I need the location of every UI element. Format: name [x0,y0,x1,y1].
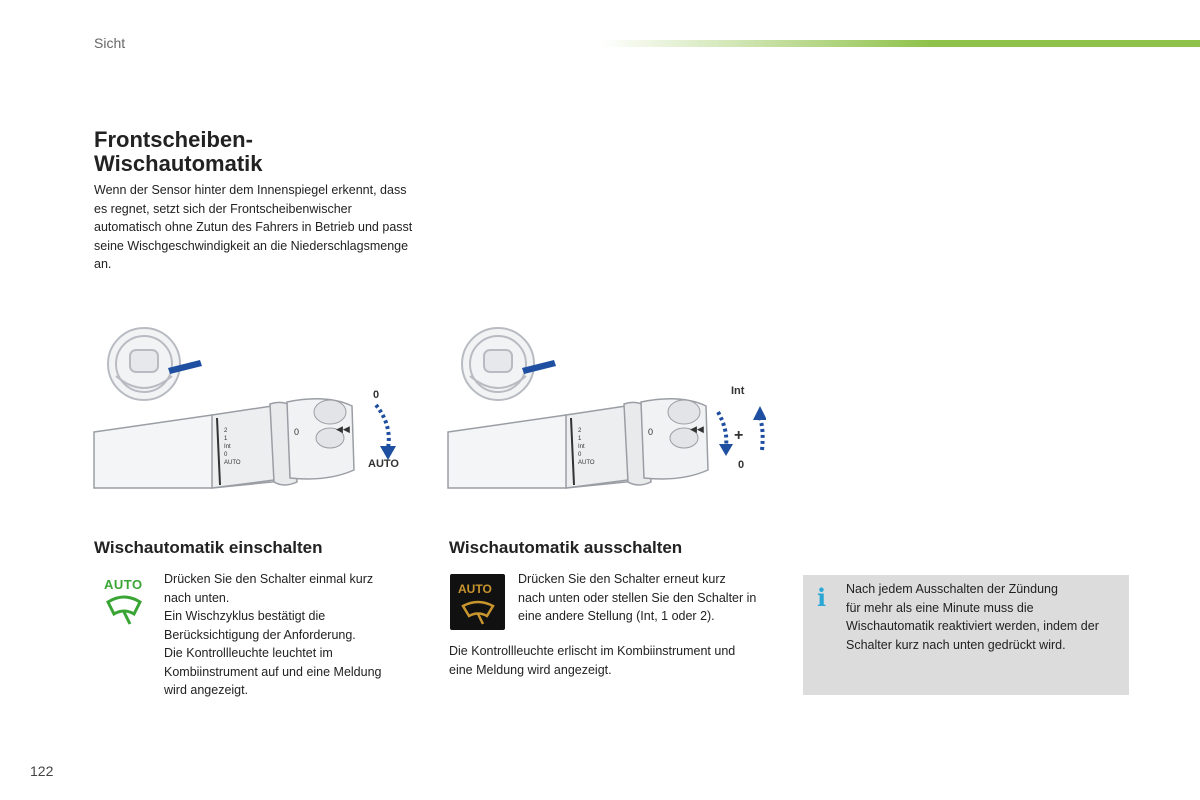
svg-text:2: 2 [578,428,582,434]
info-icon: i [817,583,827,612]
info-box [803,575,1129,695]
auto-wiper-on-icon: AUTO [104,577,144,627]
arrow-down-icon [719,444,733,456]
svg-text:◀◀: ◀◀ [336,424,350,434]
position-label-top: Int [731,385,745,397]
section-label: Sicht [94,35,126,51]
page-number: 122 [30,763,54,779]
intro-paragraph: Wenn der Sensor hinter dem Innenspiegel erkennt, dass es regnet, setzt sich der Frontscheibenwischer automatisch ohne Zutun des Fahrers in Betrieb und passt seine Wischgeschwindigkeit an die Niederschlagsmenge an. [94,183,413,271]
position-label-bottom: AUTO [368,458,399,470]
auto-wiper-off-icon: AUTO [450,574,505,630]
stalk-figure-enable [92,320,412,495]
wiper-stalk-illustration [92,320,412,495]
svg-text:1: 1 [578,436,582,442]
header-accent-bar [600,40,1200,47]
page-title-line-1: Frontscheiben- [94,127,253,152]
svg-text:◀◀: ◀◀ [690,424,704,434]
wiper-stalk-illustration [446,320,766,495]
position-label-top: 0 [373,389,380,401]
info-text: Nach jedem Ausschalten der Zündung für mehr als eine Minute muss die Wischautomatik reaktiviert werden, indem der Schalter kurz nach unten gedrückt wird. [846,582,1099,652]
disable-note: Die Kontrollleuchte erlischt im Kombiinstrument und eine Meldung wird angezeigt. [449,644,736,677]
svg-text:Int: Int [224,444,231,450]
svg-text:AUTO: AUTO [224,460,241,466]
svg-text:2: 2 [224,428,228,434]
position-label-bottom: 0 [738,459,745,471]
heading-disable: Wischautomatik ausschalten [449,538,683,557]
page-title-line-2: Wischautomatik [94,151,263,176]
steering-wheel-icon [462,328,534,400]
svg-text:Int: Int [578,444,585,450]
disable-instructions: Drücken Sie den Schalter erneut kurz nach unten oder stellen Sie den Schalter in eine andere Stellung (Int, 1 oder 2). [518,572,757,623]
arrow-up-icon [753,406,766,420]
plus-sign: + [734,427,744,444]
page-title [94,128,414,176]
svg-text:0: 0 [294,427,300,437]
svg-text:0: 0 [648,427,654,437]
svg-text:AUTO: AUTO [578,460,595,466]
stalk-figure-disable [446,320,766,495]
heading-enable: Wischautomatik einschalten [94,538,323,557]
steering-wheel-icon [108,328,180,400]
svg-text:1: 1 [224,436,228,442]
svg-text:0: 0 [224,452,228,458]
enable-instructions: Drücken Sie den Schalter einmal kurz nach unten. Ein Wischzyklus bestätigt die Berücksichtigung der Anforderung. Die Kontrollleuchte leuchtet im Kombiinstrument auf und eine Meldung wird angezeigt. [164,572,382,697]
svg-text:0: 0 [578,452,582,458]
